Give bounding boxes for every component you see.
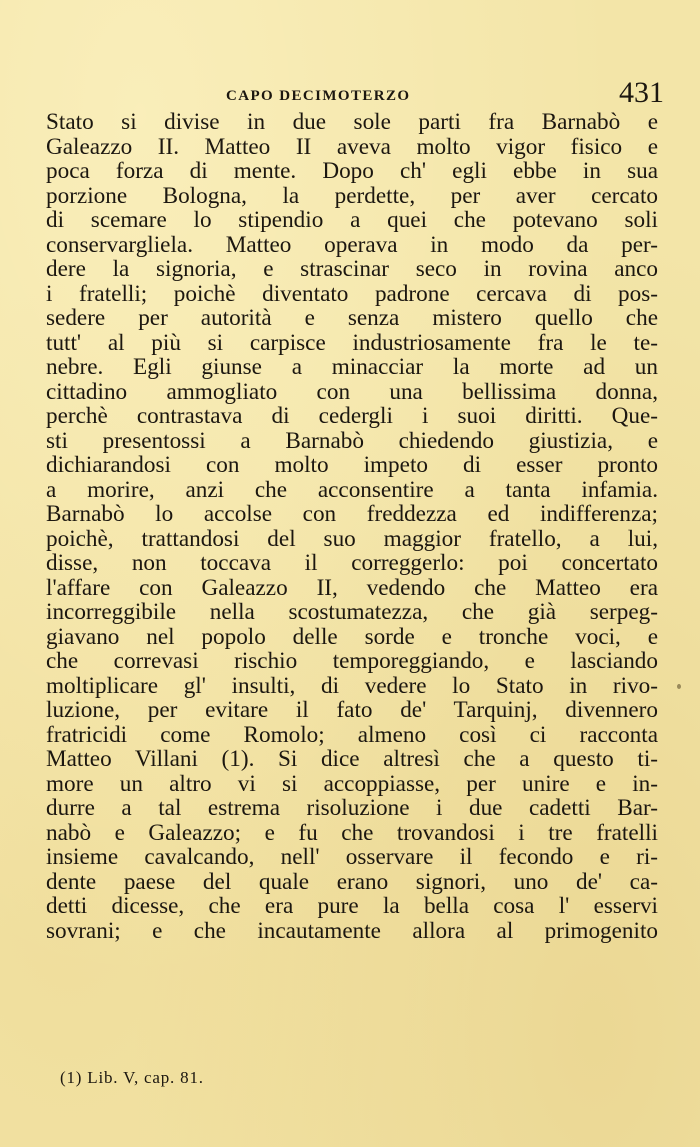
text-line: conservargliela. Matteo operava in modo da per- [46,232,658,257]
text-line: Galeazzo II. Matteo II aveva molto vigor fisico e [46,134,658,159]
text-line: incorreggibile nella scostumatezza, che già serpeg- [46,600,658,625]
footnote: (1) Lib. V, cap. 81. [60,1068,204,1087]
text-line: dichiarandosi con molto impeto di esser pronto [46,453,658,478]
text-line: Barnabò lo accolse con freddezza ed indifferenza; [46,502,658,527]
text-line: l'affare con Galeazzo II, vedendo che Matteo era [46,575,658,600]
page-number: 431 [619,76,664,109]
text-line: detti dicesse, che era pure la bella cosa l' esservi [46,894,658,919]
text-line: perchè contrastava di cedergli i suoi diritti. Que- [46,404,658,429]
text-line: sedere per autorità e senza mistero quello che [46,306,658,331]
text-line: poca forza di mente. Dopo ch' egli ebbe in sua [46,159,658,184]
text-line: more un altro vi si accoppiasse, per unire e in- [46,771,658,796]
text-line: che correvasi rischio temporeggiando, e lasciando [46,649,658,674]
text-line: nabò e Galeazzo; e fu che trovandosi i tre fratelli [46,820,658,845]
text-line: insieme cavalcando, nell' osservare il fecondo e ri- [46,845,658,870]
text-line: i fratelli; poichè diventato padrone cercava di pos- [46,281,658,306]
text-line: poichè, trattandosi del suo maggior fratello, a lui, [46,526,658,551]
text-line: sovrani; e che incautamente allora al primogenito [46,918,658,943]
text-line: luzione, per evitare il fato de' Tarquinj, divennero [46,698,658,723]
text-line: dere la signoria, e strascinar seco in rovina anco [46,257,658,282]
text-line: sti presentossi a Barnabò chiedendo giustizia, e [46,428,658,453]
text-line: porzione Bologna, la perdette, per aver cercato [46,183,658,208]
text-line: moltiplicare gl' insulti, di vedere lo Stato in rivo- [46,673,658,698]
text-line: dente paese del quale erano signori, uno de' ca- [46,869,658,894]
chapter-title: CAPO DECIMOTERZO [226,88,411,104]
text-line: disse, non toccava il correggerlo: poi concertato [46,551,658,576]
text-line: a morire, anzi che acconsentire a tanta infamia. [46,477,658,502]
running-header [44,76,664,112]
body-text [46,110,658,943]
text-line: nebre. Egli giunse a minacciar la morte ad un [46,355,658,380]
text-line: di scemare lo stipendio a quei che potevano soli [46,208,658,233]
text-line: giavano nel popolo delle sorde e tronche voci, e [46,624,658,649]
text-line: fratricidi come Romolo; almeno così ci racconta [46,722,658,747]
text-line: tutt' al più si carpisce industriosamente fra le te- [46,330,658,355]
text-line: durre a tal estrema risoluzione i due cadetti Bar- [46,796,658,821]
paper-speck [677,684,681,689]
text-line: Matteo Villani (1). Si dice altresì che a questo ti- [46,747,658,772]
text-line: cittadino ammogliato con una bellissima donna, [46,379,658,404]
text-line: Stato si divise in due sole parti fra Barnabò e [46,110,658,135]
